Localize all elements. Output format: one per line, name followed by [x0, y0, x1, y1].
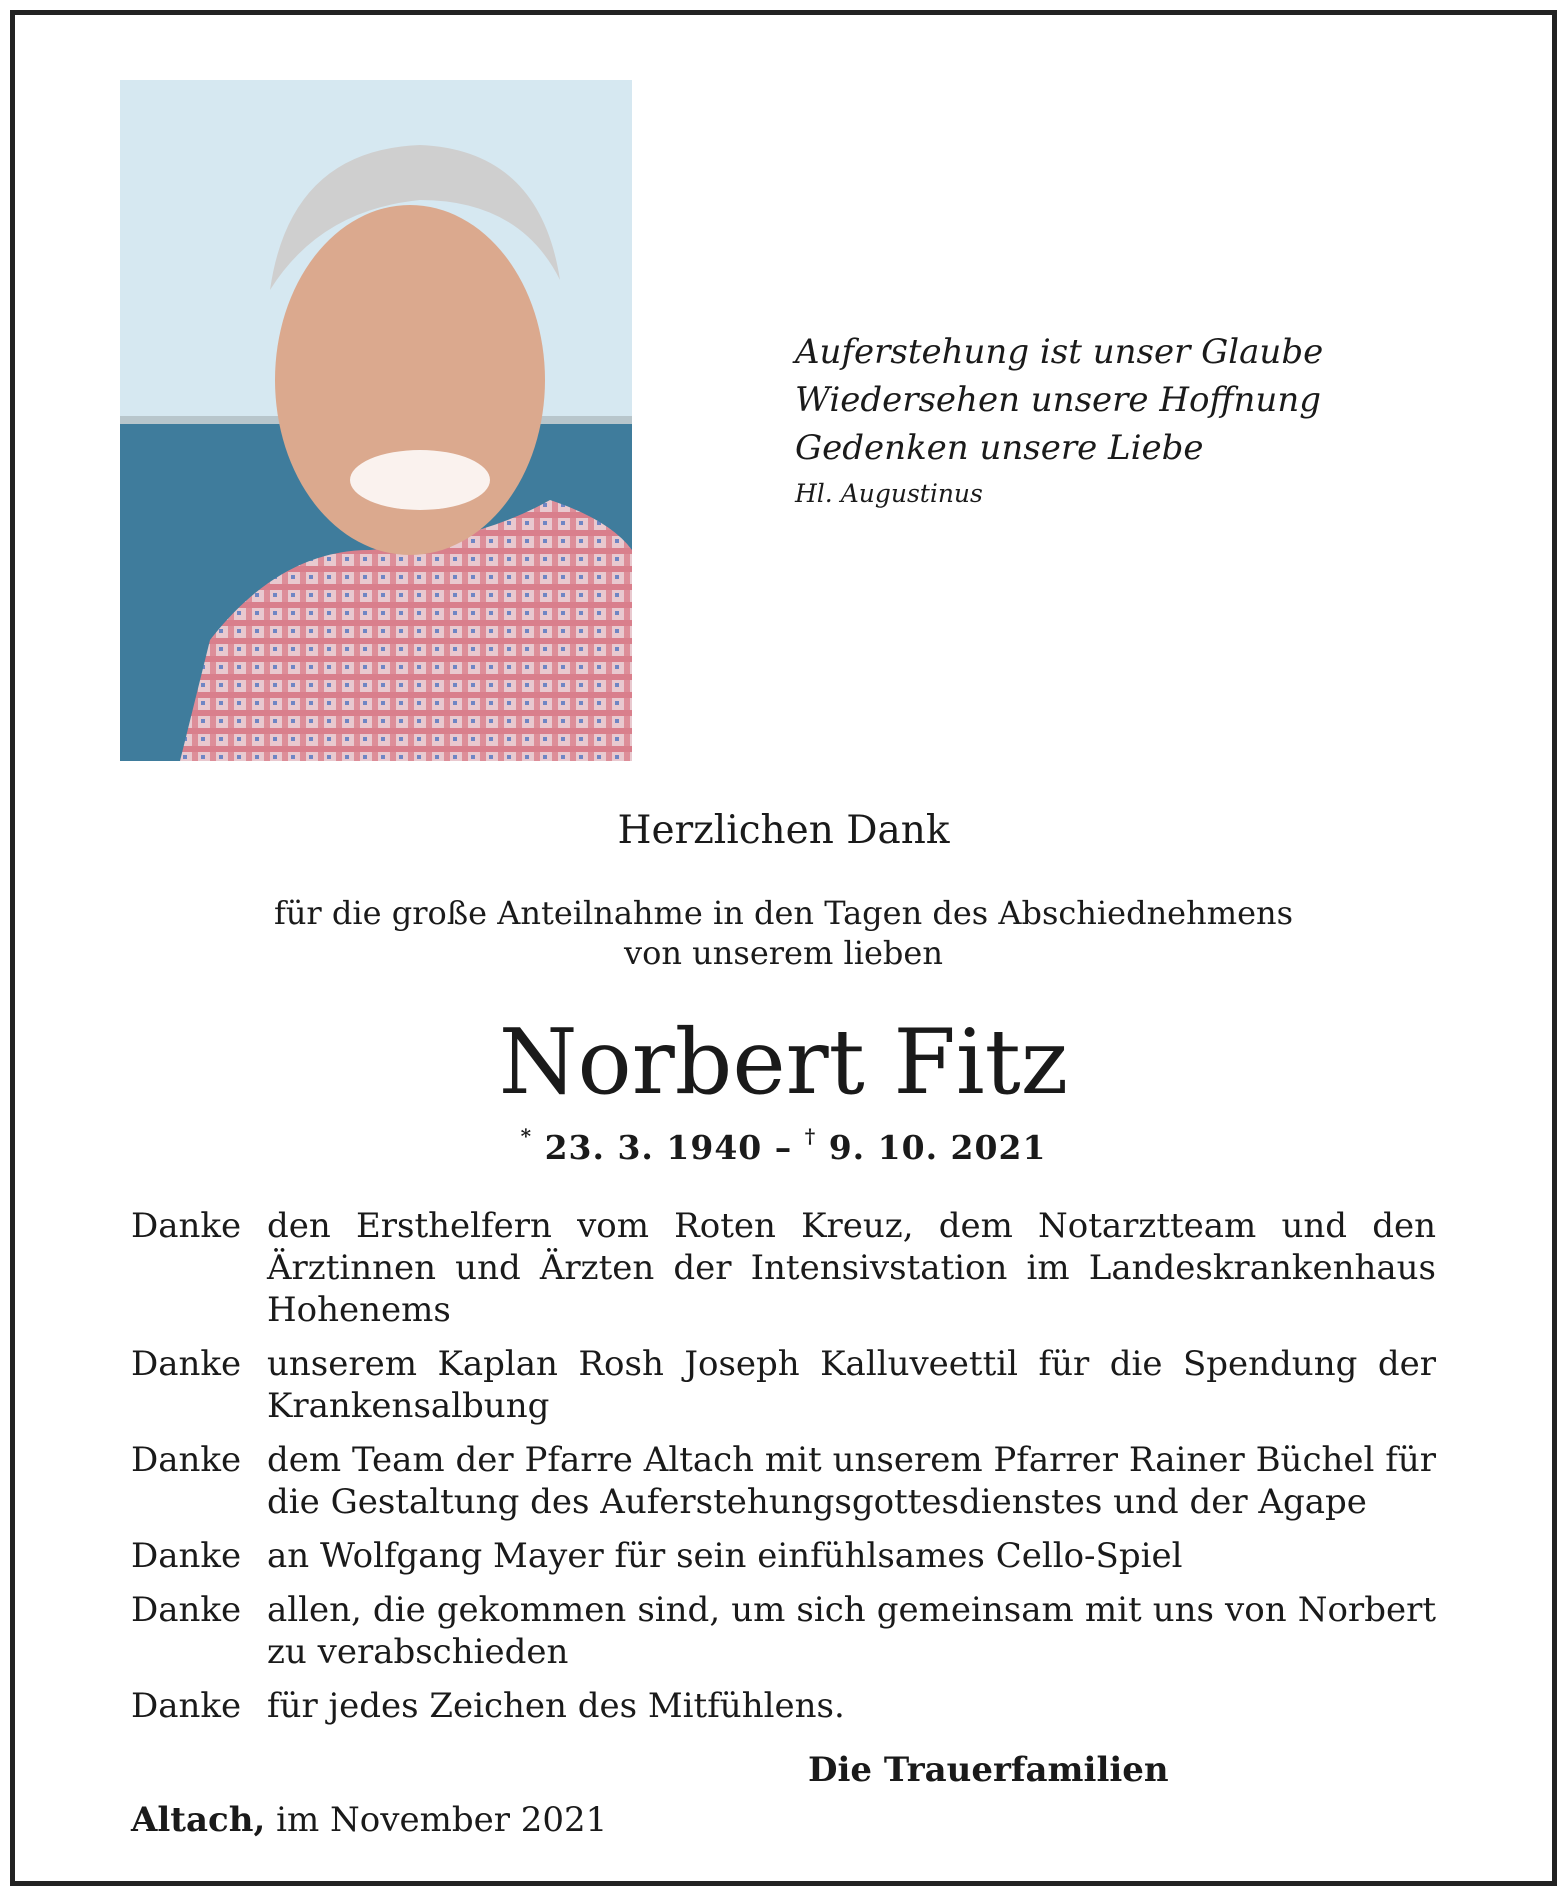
signature: Die Trauerfamilien — [808, 1750, 1169, 1790]
danke-item — [131, 1343, 1436, 1427]
birth-date: 23. 3. 1940 — [544, 1128, 763, 1167]
quote-line: Auferstehung ist unser Glaube — [795, 332, 1324, 372]
portrait-illustration — [120, 80, 632, 761]
danke-item — [131, 1685, 1436, 1727]
death-date: 9. 10. 2021 — [828, 1128, 1047, 1167]
danke-label: Danke — [131, 1344, 242, 1384]
danke-item — [131, 1439, 1436, 1523]
intro-line: von unserem lieben — [624, 934, 943, 972]
danke-text: an Wolfgang Mayer für sein einfühlsames Cello-Spiel — [267, 1536, 1183, 1576]
place-date — [131, 1800, 607, 1840]
quote-line: Wiedersehen unsere Hoffnung — [795, 380, 1321, 420]
danke-item — [131, 1205, 1436, 1331]
quote-author: Hl. Augustinus — [795, 479, 983, 508]
place-town: Altach, — [131, 1800, 266, 1840]
danke-label: Danke — [131, 1590, 242, 1630]
danke-label: Danke — [131, 1440, 242, 1480]
deceased-name: Norbert Fitz — [498, 1010, 1069, 1115]
intro-line: für die große Anteilnahme in den Tagen des Abschiednehmens — [273, 894, 1294, 932]
intro-text — [10, 893, 1557, 973]
danke-text: dem Team der Pfarre Altach mit unserem Pfarrer Rainer Büchel für die Gestaltung des Auferstehungsgottesdienstes und der Agape — [267, 1440, 1436, 1522]
birth-symbol: * — [520, 1124, 533, 1148]
thanks-title: Herzlichen Dank — [617, 808, 950, 853]
danke-label: Danke — [131, 1686, 242, 1726]
danke-item — [131, 1589, 1436, 1673]
danke-list — [131, 1205, 1436, 1739]
danke-label: Danke — [131, 1206, 242, 1246]
danke-item — [131, 1535, 1436, 1577]
date-separator: – — [774, 1128, 793, 1167]
death-symbol: † — [804, 1124, 817, 1148]
quote-line: Gedenken unsere Liebe — [795, 428, 1204, 468]
portrait-photo — [120, 80, 632, 761]
danke-text: für jedes Zeichen des Mitfühlens. — [267, 1686, 845, 1726]
danke-text: den Ersthelfern vom Roten Kreuz, dem Notarztteam und den Ärztinnen und Ärzten der Intensivstation im Landeskrankenhaus Hohenems — [267, 1206, 1436, 1330]
danke-label: Danke — [131, 1536, 242, 1576]
danke-text: allen, die gekommen sind, um sich gemeinsam mit uns von Norbert zu verabschieden — [267, 1590, 1436, 1672]
life-dates — [10, 1124, 1557, 1167]
danke-text: unserem Kaplan Rosh Joseph Kalluveettil für die Spendung der Krankensalbung — [267, 1344, 1436, 1426]
quote-block — [795, 328, 1355, 514]
place-date-text: im November 2021 — [276, 1800, 608, 1840]
